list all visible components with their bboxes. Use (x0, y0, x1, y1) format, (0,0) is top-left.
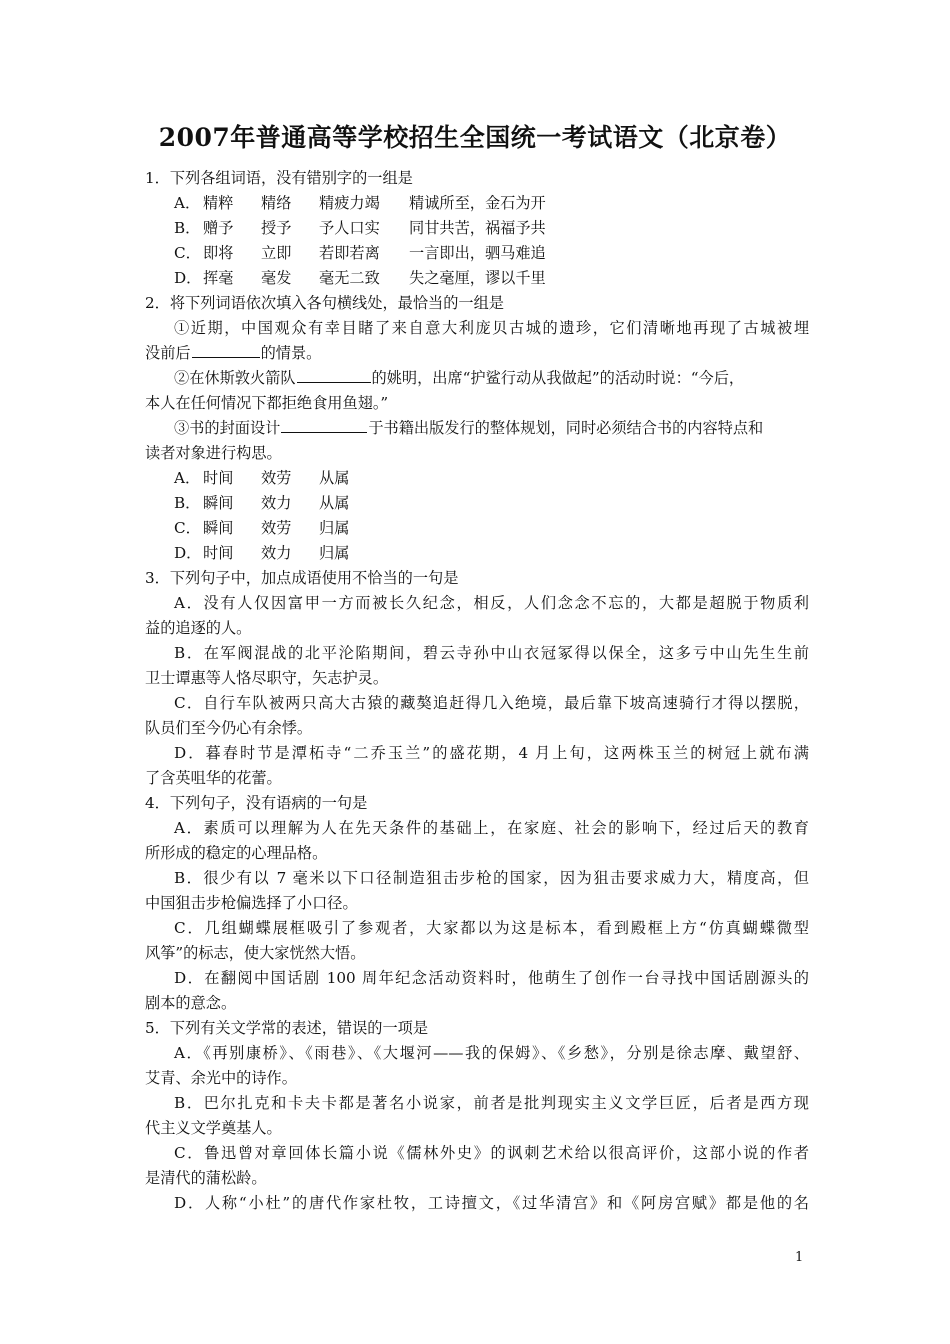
option-word: 毫发 (261, 269, 292, 287)
option-word: 归属 (319, 519, 350, 537)
q2-sentence-3 (145, 416, 809, 441)
q3-option-d-cont: 了含英咀华的花蕾。 (145, 769, 282, 787)
option-word: 若即若离 (319, 244, 380, 262)
q4-option-b: B．很少有以 7 毫米以下口径制造狙击步枪的国家，因为狙击要求威力大，精度高，但 (174, 869, 809, 887)
q2-option-b (145, 491, 809, 516)
q1-option-b (145, 216, 809, 241)
option-label: C． (174, 244, 201, 262)
exam-body (145, 166, 809, 1216)
option-word: 精疲力竭 (319, 194, 380, 212)
option-word: 精络 (261, 194, 292, 212)
option-label: D． (174, 544, 202, 562)
q1-option-c (145, 241, 809, 266)
q2-option-c (145, 516, 809, 541)
option-word: 挥毫 (203, 269, 234, 287)
q5-option-a: A．《再别康桥》、《雨巷》、《大堰河——我的保姆》、《乡愁》，分别是徐志摩、戴望舒、 (174, 1044, 809, 1062)
q2-option-a (145, 466, 809, 491)
fill-blank (297, 381, 371, 383)
q4-option-a: A．素质可以理解为人在先天条件的基础上，在家庭、社会的影响下，经过后天的教育 (174, 819, 809, 837)
option-word: 效力 (261, 544, 292, 562)
fill-blank (192, 356, 260, 358)
q4-option-c-cont: 风筝”的标志，使大家恍然大悟。 (145, 944, 366, 962)
q5-option-c-cont: 是清代的蒲松龄。 (145, 1169, 267, 1187)
option-word: 效力 (261, 494, 292, 512)
q4-option-c: C．几组蝴蝶展框吸引了参观者，大家都以为这是标本，看到殿框上方“仿真蝴蝶微型 (174, 919, 809, 937)
q5-option-b: B．巴尔扎克和卡夫卡都是著名小说家，前者是批判现实主义文学巨匠，后者是西方现 (174, 1094, 809, 1112)
option-word: 精粹 (203, 194, 234, 212)
option-word: 瞬间 (203, 494, 234, 512)
q5-option-a-cont: 艾青、余光中的诗作。 (145, 1069, 297, 1087)
fill-blank (281, 431, 367, 433)
option-word: 授予 (261, 219, 292, 237)
option-word: 归属 (319, 544, 350, 562)
q4-option-d-cont: 剧本的意念。 (145, 994, 237, 1012)
text-fragment: ②在休斯敦火箭队 (174, 369, 296, 387)
q4-stem: 4．下列句子，没有语病的一句是 (145, 794, 368, 812)
page-title: 2007年普通高等学校招生全国统一考试语文（北京卷） (158, 123, 792, 152)
option-word: 时间 (203, 469, 234, 487)
option-word: 予人口实 (319, 219, 380, 237)
q2-option-d (145, 541, 809, 566)
page-number: 1 (795, 1250, 804, 1265)
q3-stem: 3．下列句子中，加点成语使用不恰当的一句是 (145, 569, 459, 587)
option-label: C． (174, 519, 201, 537)
option-word: 从属 (319, 469, 350, 487)
option-label: A． (174, 194, 201, 212)
q2-sentence-1: ①近期，中国观众有幸目睹了来自意大利庞贝古城的遗珍，它们清晰地再现了古城被埋 (174, 319, 809, 337)
option-word: 从属 (319, 494, 350, 512)
q3-option-c: C．自行车队被两只高大古猿的藏獒追赶得几入绝境，最后靠下坡高速骑行才得以摆脱， (174, 694, 809, 712)
q2-sentence-3-cont: 读者对象进行构思。 (145, 444, 282, 462)
option-label: B． (174, 219, 201, 237)
option-word: 毫无二致 (319, 269, 380, 287)
q1-option-d (145, 266, 809, 291)
q2-stem: 2．将下列词语依次填入各句横线处，最恰当的一组是 (145, 294, 504, 312)
q4-option-a-cont: 所形成的稳定的心理品格。 (145, 844, 328, 862)
q4-option-b-cont: 中国狙击步枪偏选择了小口径。 (145, 894, 358, 912)
text-fragment: 的姚明，出席“护鲨行动从我做起”的活动时说：“今后， (371, 369, 745, 387)
text-fragment: 于书籍出版发行的整体规划，同时必须结合书的内容特点和 (368, 419, 764, 437)
q3-option-c-cont: 队员们至今仍心有余悸。 (145, 719, 313, 737)
option-label: B． (174, 494, 201, 512)
option-label: D． (174, 269, 202, 287)
option-word: 失之毫厘，谬以千里 (409, 269, 546, 287)
option-word: 即将 (203, 244, 234, 262)
q5-stem: 5．下列有关文学常的表述，错误的一项是 (145, 1019, 429, 1037)
q5-option-c: C．鲁迅曾对章回体长篇小说《儒林外史》的讽刺艺术给以很高评价，这部小说的作者 (174, 1144, 809, 1162)
q3-option-b: B．在军阀混战的北平沦陷期间，碧云寺孙中山衣冠冢得以保全，这多亏中山先生生前 (174, 644, 809, 662)
option-label: A． (174, 469, 201, 487)
option-word: 效劳 (261, 519, 292, 537)
option-word: 精诚所至，金石为开 (409, 194, 546, 212)
q4-option-d: D．在翻阅中国话剧 100 周年纪念活动资料时，他萌生了创作一台寻找中国话剧源头的 (174, 969, 809, 987)
q3-option-b-cont: 卫士谭惠等人恪尽职守，矢志护灵。 (145, 669, 388, 687)
q3-option-a: A．没有人仅因富甲一方而被长久纪念，相反，人们念念不忘的，大都是超脱于物质利 (174, 594, 809, 612)
text-fragment: 没前后 (145, 344, 191, 362)
option-word: 同甘共苦，祸福予共 (409, 219, 546, 237)
q5-option-d: D．人称“小杜”的唐代作家杜牧，工诗擅文，《过华清宫》和《阿房宫赋》都是他的名 (174, 1194, 809, 1212)
option-word: 时间 (203, 544, 234, 562)
option-word: 瞬间 (203, 519, 234, 537)
q2-sentence-2 (145, 366, 809, 391)
text-fragment: 的情景。 (260, 344, 322, 362)
text-fragment: ③书的封面设计 (174, 419, 281, 437)
q5-option-b-cont: 代主义文学奠基人。 (145, 1119, 282, 1137)
q1-option-a (145, 191, 809, 216)
q3-option-a-cont: 益的追逐的人。 (145, 619, 252, 637)
option-word: 赠予 (203, 219, 234, 237)
option-word: 效劳 (261, 469, 292, 487)
q2-sentence-1-cont (145, 341, 809, 366)
option-word: 一言即出，驷马难追 (409, 244, 546, 262)
q2-sentence-2-cont: 本人在任何情况下都拒绝食用鱼翅。” (145, 394, 389, 412)
option-word: 立即 (261, 244, 292, 262)
q1-stem: 1．下列各组词语，没有错别字的一组是 (145, 169, 413, 187)
q3-option-d: D．暮春时节是潭柘寺“二乔玉兰”的盛花期，4 月上旬，这两株玉兰的树冠上就布满 (174, 744, 809, 762)
